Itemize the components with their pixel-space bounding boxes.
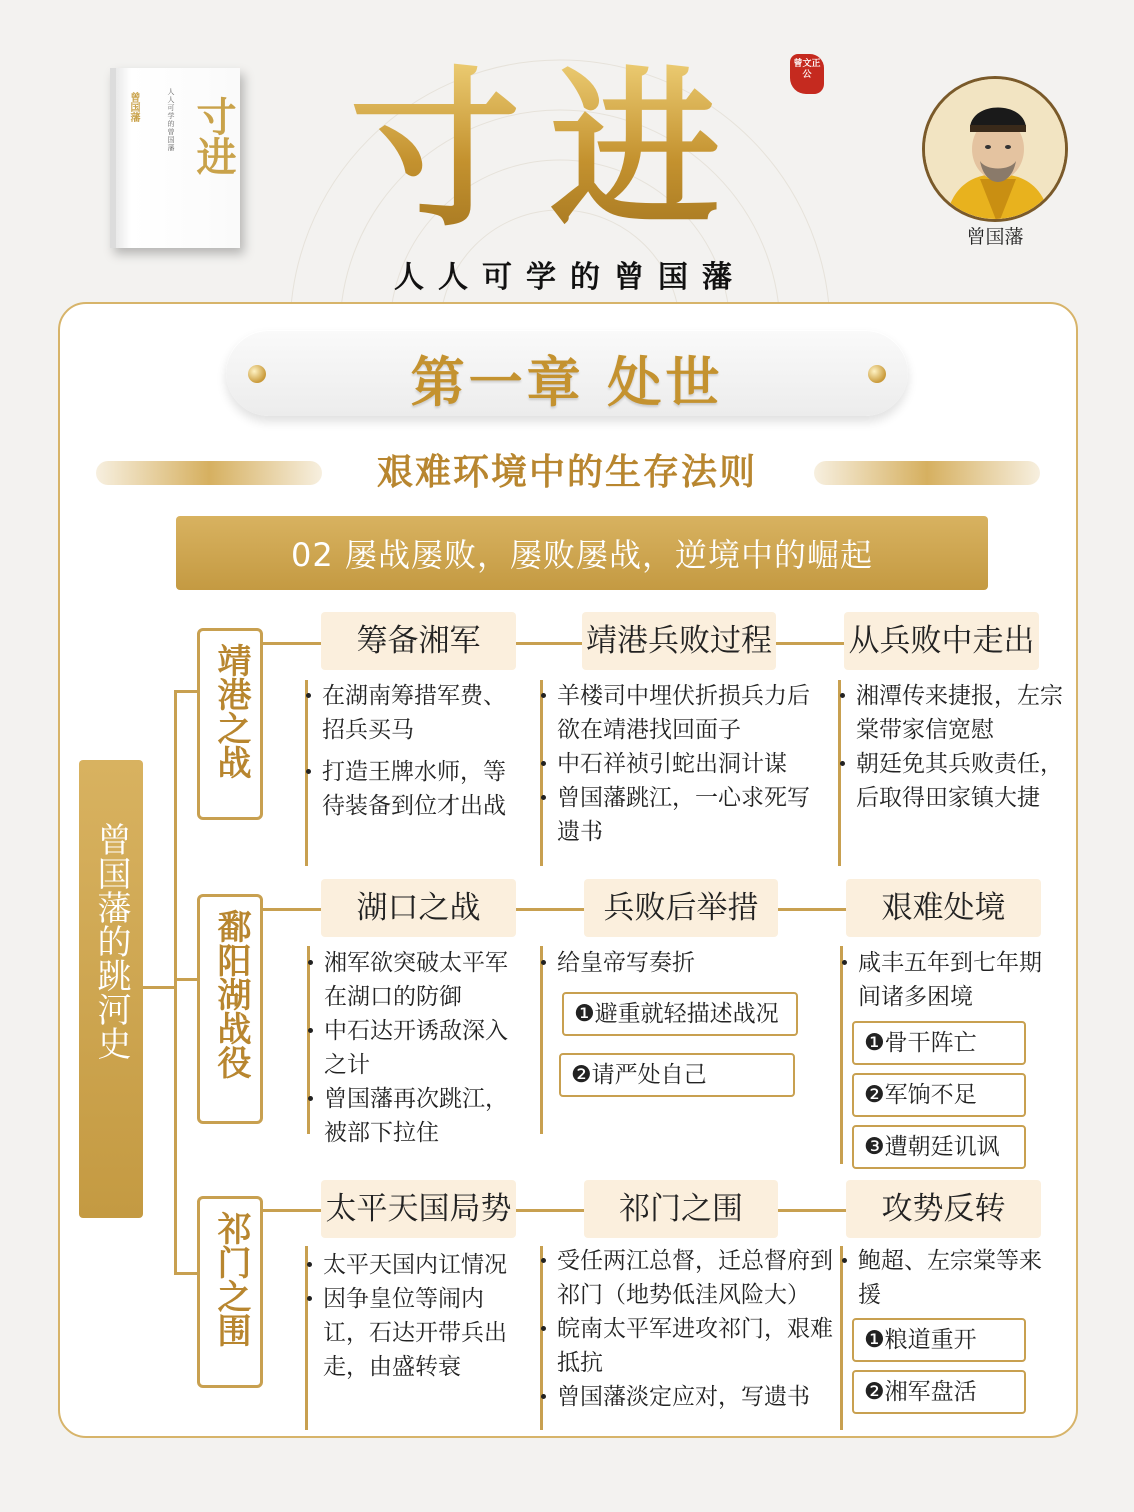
bullet-1-2-1: 羊楼司中埋伏折损兵力后欲在靖港找回面子	[541, 679, 827, 747]
branch-label-1: 靖港之战	[211, 643, 251, 779]
topic-banner	[176, 516, 988, 590]
bullets-1-1	[306, 679, 526, 823]
bullet-3-2-3: 曾国藩淡定应对，写遗书	[541, 1380, 837, 1414]
row3-connector-b	[516, 1209, 584, 1212]
bullet-1-1-2: 打造王牌水师，等待装备到位才出战	[306, 755, 526, 823]
bullet-2-1-1: 湘军欲突破太平军在湖口的防御	[308, 946, 530, 1014]
node-2-2: 兵败后举措	[584, 879, 778, 937]
bullet-3-1-2: 因争皇位等闹内讧，石达开带兵出走，由盛转衰	[307, 1282, 529, 1384]
node-1-2: 靖港兵败过程	[582, 612, 776, 670]
book-author: 曾国藩	[128, 92, 139, 122]
gold-bar-right	[814, 461, 1040, 485]
chapter-title: 第一章 处世	[410, 351, 724, 414]
portrait-avatar	[922, 76, 1068, 222]
bullet-1-1-1: 在湖南筹措军费、招兵买马	[306, 679, 526, 747]
portrait-name: 曾国藩	[966, 226, 1024, 248]
bullet-2-1-2: 中石达开诱敌深入之计	[308, 1014, 530, 1082]
row2-connector-b	[516, 908, 584, 911]
book-title: 寸进	[190, 96, 237, 176]
node-3-1: 太平天国局势	[321, 1180, 516, 1238]
root-node	[79, 760, 143, 1218]
node-1-1: 筹备湘军	[321, 612, 516, 670]
row1-connector-b	[516, 642, 582, 645]
main-title: 寸进	[340, 50, 760, 250]
node-3-3: 攻势反转	[846, 1180, 1041, 1238]
bullets-1-2	[541, 679, 827, 849]
gold-bar-left	[96, 461, 322, 485]
bullet-2-2-1: 给皇帝写奏折	[541, 946, 821, 980]
row1-connector-c	[776, 642, 844, 645]
bullets-2-1	[308, 946, 530, 1150]
root-label: 曾国藩的跳河史	[91, 822, 131, 1060]
bullet-3-2-2: 皖南太平军进攻祁门，艰难抵抗	[541, 1312, 837, 1380]
outline-item-2-3-2: ❷军饷不足	[852, 1073, 1026, 1117]
bullets-2-3	[842, 946, 1064, 1014]
portrait-illustration	[925, 79, 1068, 222]
red-seal: 曾文正公	[790, 54, 824, 94]
bullets-3-3	[842, 1244, 1064, 1312]
row2-connector-c	[778, 908, 846, 911]
bullet-2-3-1: 咸丰五年到七年期间诸多困境	[842, 946, 1064, 1014]
branch-label-2: 鄱阳湖战役	[211, 909, 251, 1079]
bullet-1-2-3: 曾国藩跳江，一心求死写遗书	[541, 781, 827, 849]
outline-item-2-2-1: ❶避重就轻描述战况	[562, 992, 798, 1036]
pill-dot-right	[868, 365, 886, 383]
branch-label-3: 祁门之围	[211, 1211, 251, 1347]
row2-connector-a	[263, 908, 321, 911]
row1-connector-a	[263, 642, 321, 645]
bullets-1-3	[840, 679, 1068, 815]
node-2-3: 艰难处境	[846, 879, 1041, 937]
trunk-line	[174, 690, 177, 1274]
topic-text: 02 屡战屡败，屡败屡战，逆境中的崛起	[291, 536, 873, 574]
node-2-1: 湖口之战	[321, 879, 516, 937]
bullet-1-2-2: 中石祥祯引蛇出洞计谋	[541, 747, 827, 781]
root-connector	[143, 986, 175, 989]
book-subtitle: 人人可学的曾国藩	[167, 88, 175, 152]
outline-item-3-3-2: ❷湘军盘活	[852, 1370, 1026, 1414]
bullet-2-1-3: 曾国藩再次跳江，被部下拉住	[308, 1082, 530, 1150]
branch-node-1	[197, 628, 263, 820]
row3-connector-c	[778, 1209, 846, 1212]
branch-node-2	[197, 894, 263, 1124]
bullets-3-2	[541, 1244, 837, 1414]
branch-connector-3	[174, 1272, 198, 1275]
branch-node-3	[197, 1196, 263, 1388]
node-1-3: 从兵败中走出	[844, 612, 1039, 670]
main-subtitle: 人人可学的曾国藩	[394, 260, 746, 295]
branch-connector-2	[174, 978, 198, 981]
bullet-3-1-1: 太平天国内讧情况	[307, 1248, 529, 1282]
outline-item-2-3-3: ❸遭朝廷讥讽	[852, 1125, 1026, 1169]
outline-item-3-3-1: ❶粮道重开	[852, 1318, 1026, 1362]
book-cover	[110, 68, 240, 248]
bullet-3-2-1: 受任两江总督，迁总督府到祁门（地势低洼风险大）	[541, 1244, 837, 1312]
chapter-pill	[226, 330, 908, 416]
section-title: 艰难环境中的生存法则	[376, 452, 757, 493]
branch-connector-1	[174, 690, 198, 693]
bullet-3-3-1: 鲍超、左宗棠等来援	[842, 1244, 1064, 1312]
bullet-1-3-2: 朝廷免其兵败责任，后取得田家镇大捷	[840, 747, 1068, 815]
outline-item-2-3-1: ❶骨干阵亡	[852, 1021, 1026, 1065]
node-3-2: 祁门之围	[584, 1180, 778, 1238]
bullet-1-3-1: 湘潭传来捷报，左宗棠带家信宽慰	[840, 679, 1068, 747]
row3-connector-a	[263, 1209, 321, 1212]
bullets-2-2	[541, 946, 821, 980]
bullets-3-1	[307, 1248, 529, 1384]
outline-item-2-2-2: ❷请严处自己	[559, 1053, 795, 1097]
